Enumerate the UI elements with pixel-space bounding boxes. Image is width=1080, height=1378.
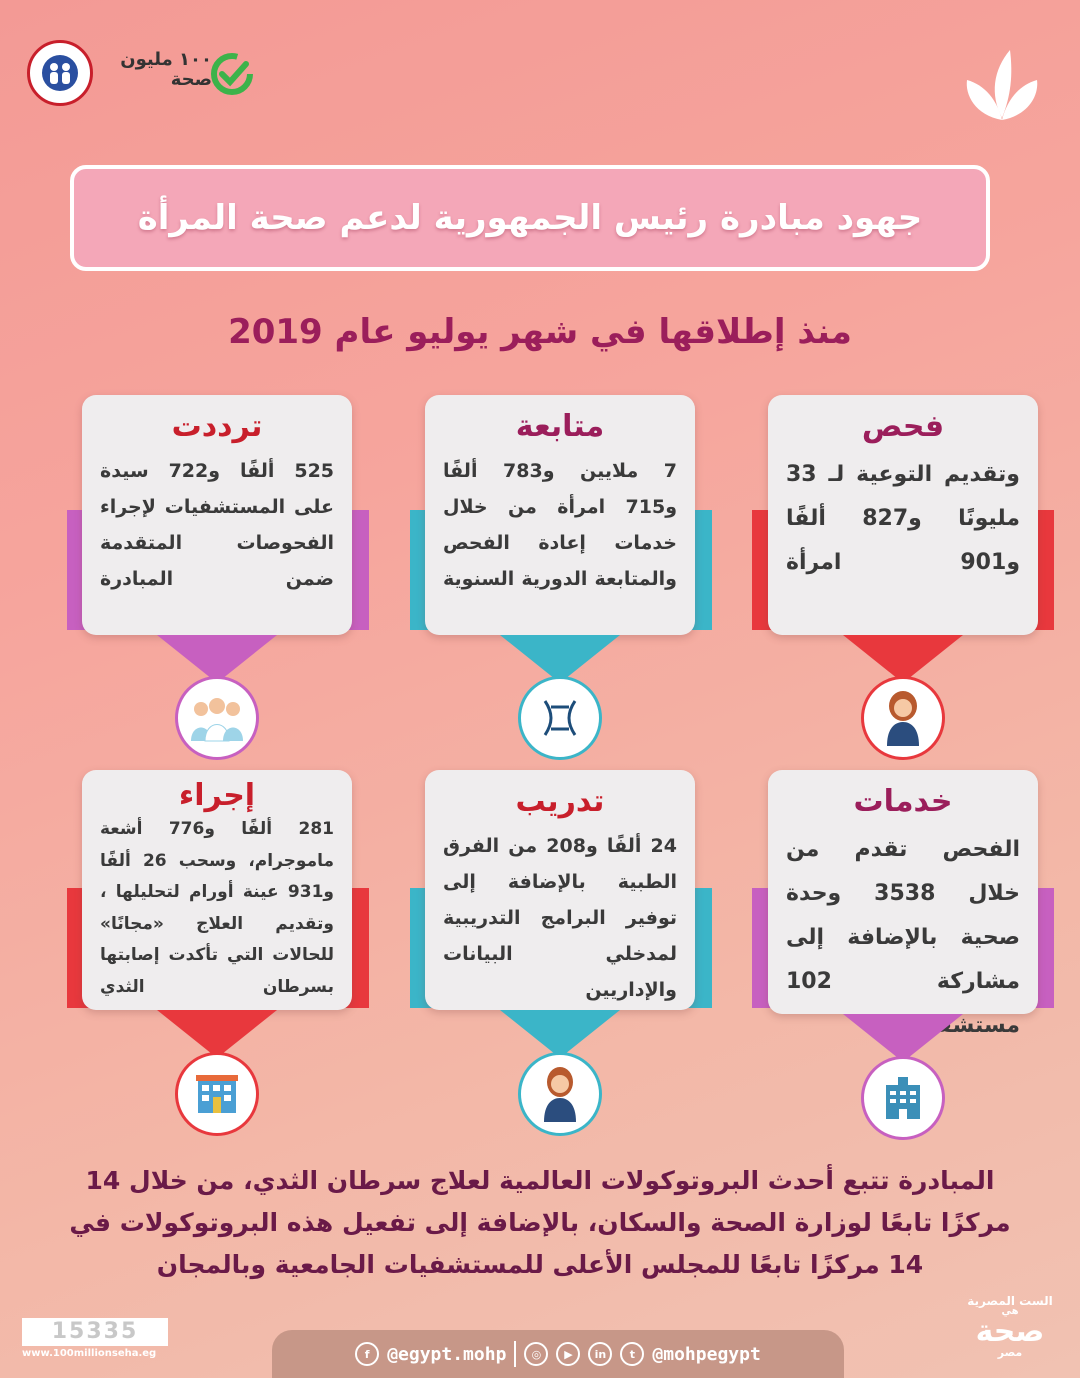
ministry-logo xyxy=(27,40,93,106)
linkedin-icon[interactable]: in xyxy=(588,1342,612,1366)
doctors-icon xyxy=(175,676,259,760)
check-icon xyxy=(210,52,254,96)
woman-icon xyxy=(861,676,945,760)
trainer-icon xyxy=(518,1052,602,1136)
sehha-line3: صحة xyxy=(975,1314,1045,1349)
card-title: متابعة xyxy=(515,409,605,444)
sehha-line4: مصر xyxy=(997,1346,1023,1359)
divider xyxy=(514,1341,516,1367)
brand-seha-text: صحة xyxy=(170,69,212,90)
facebook-handle[interactable]: @egypt.mohp xyxy=(387,1343,507,1365)
card-title: خدمات xyxy=(853,784,953,819)
card-screening xyxy=(768,395,1038,635)
sehha-logo xyxy=(960,1295,1060,1358)
facebook-icon[interactable]: f xyxy=(355,1342,379,1366)
hotline-number: 15335 xyxy=(22,1318,168,1346)
card-pointer xyxy=(500,1010,620,1058)
social-bar xyxy=(272,1330,844,1378)
card-body: الفحص تقدم من خلال 3538 وحدة صحية بالإضافة إلى مشاركة 102 مستشفى xyxy=(786,837,1020,1038)
twitter-icon[interactable]: t xyxy=(620,1342,644,1366)
building-icon xyxy=(175,1052,259,1136)
card-visits xyxy=(82,395,352,635)
hospital-icon xyxy=(861,1056,945,1140)
breast-icon xyxy=(518,676,602,760)
card-body: 24 ألفًا و208 من الفرق الطبية بالإضافة إلى توفير البرامج التدريبية لمدخلي البيانات والإداريين xyxy=(443,835,677,1001)
flower-logo-icon xyxy=(955,40,1050,135)
card-title: ترددت xyxy=(171,409,263,444)
sehha-line2: هي xyxy=(1001,1306,1019,1317)
card-training xyxy=(425,770,695,1010)
card-body: 281 ألفًا و776 أشعة ماموجرام، وسحب 26 ألفًا و931 عينة أورام لتحليلها ، وتقديم العلاج «مجانًا» للحالات التي تأكدت إصابتها بسرطان الثدي xyxy=(100,819,335,997)
youtube-icon[interactable]: ▶ xyxy=(556,1342,580,1366)
card-pointer xyxy=(157,1010,277,1058)
card-services xyxy=(768,770,1038,1038)
page-title: جهود مبادرة رئيس الجمهورية لدعم صحة المرأة xyxy=(70,165,990,271)
brand-100m-text: ١٠٠ مليون xyxy=(120,49,212,70)
family-icon xyxy=(40,53,80,93)
card-title: تدريب xyxy=(515,784,605,819)
card-body: 525 ألفًا و722 سيدة على المستشفيات لإجراء الفحوصات المتقدمة ضمن المبادرة xyxy=(100,460,335,590)
card-body: 7 ملايين و783 ألفًا و715 امرأة من خلال خدمات إعادة الفحص والمتابعة الدورية السنوية xyxy=(443,460,678,590)
card-body: وتقديم التوعية لـ 33 مليونًا و827 ألفًا و901 امرأة xyxy=(786,462,1021,575)
card-title: إجراء xyxy=(178,778,256,813)
brand-100-million xyxy=(112,50,212,90)
footer-note: المبادرة تتبع أحدث البروتوكولات العالمية لعلاج سرطان الثدي، من خلال 14 مركزًا تابعًا لوزارة الصحة والسكان، بالإضافة إلى تفعيل هذه البروتوكولات في 14 مركزًا تابعًا للمجلس الأعلى للمستشفيات الجامعية وبالمجان xyxy=(69,1166,1011,1279)
card-pointer xyxy=(843,1014,963,1062)
card-procedures xyxy=(82,770,352,1010)
sehha-line1: الست المصرية xyxy=(967,1294,1053,1308)
card-followup xyxy=(425,395,695,635)
card-title: فحص xyxy=(861,409,945,444)
social-handle[interactable]: @mohpegypt xyxy=(652,1343,761,1365)
instagram-icon[interactable]: ◎ xyxy=(524,1342,548,1366)
page-subtitle: منذ إطلاقها في شهر يوليو عام 2019 xyxy=(228,312,852,352)
website-link[interactable]: www.100millionseha.eg xyxy=(22,1348,157,1359)
